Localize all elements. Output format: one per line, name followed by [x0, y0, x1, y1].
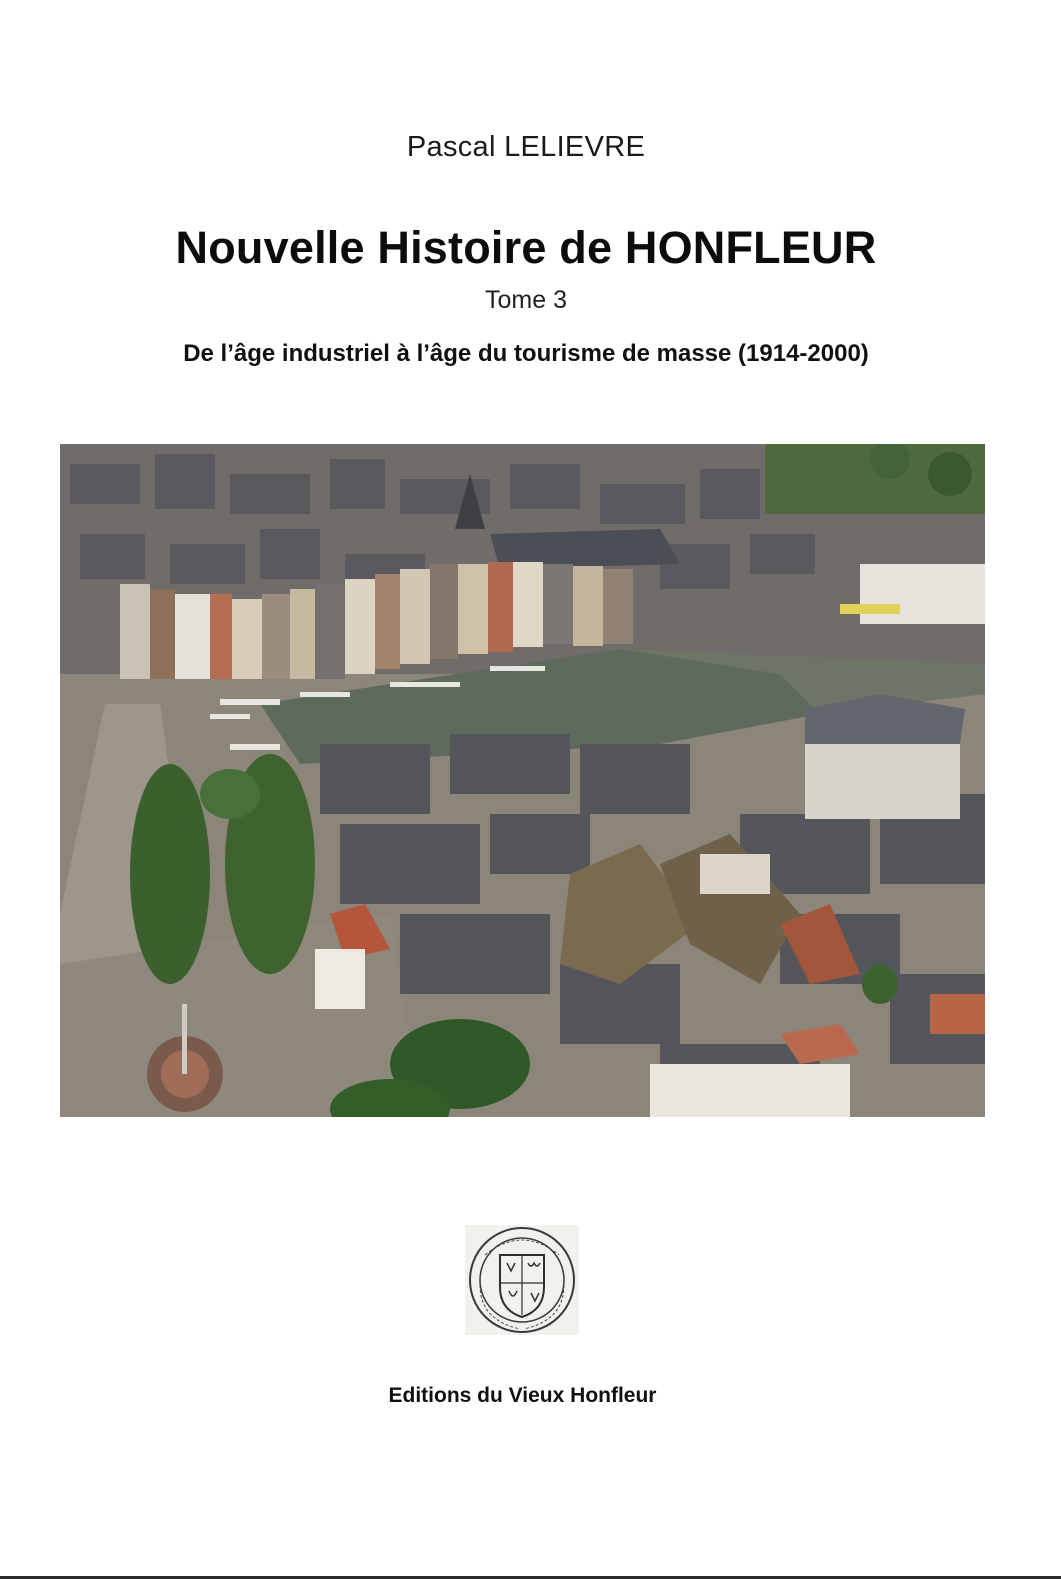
publisher-name: Editions du Vieux Honfleur — [388, 1384, 657, 1407]
cover-photo — [60, 444, 985, 1117]
volume-label: Tome 3 — [485, 286, 567, 314]
coat-of-arms-seal — [465, 1225, 579, 1335]
book-subtitle: De l’âge industriel à l’âge du tourisme de masse (1914-2000) — [183, 340, 869, 367]
book-title: Nouvelle Histoire de HONFLEUR — [175, 222, 877, 273]
author-name: Pascal LELIEVRE — [406, 131, 646, 163]
